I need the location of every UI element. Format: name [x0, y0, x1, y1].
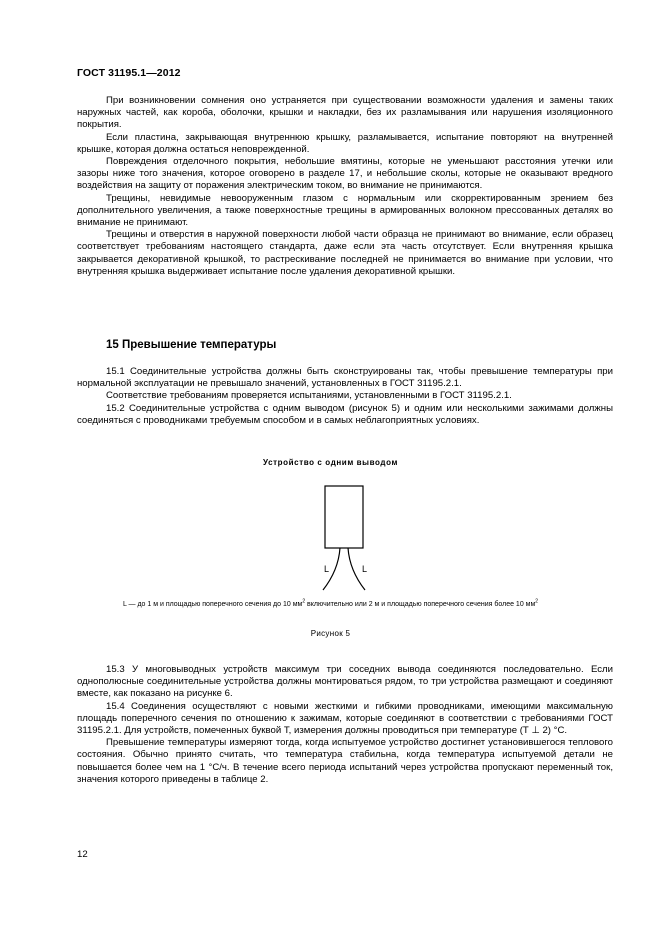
paragraph: 15.3 У многовыводных устройств максимум три соседних вывода соединяются последовательно. Если однополюсные соединительные устройства должны монтироваться рядом, то три устройства размещают и соединяют вместе, как показано на рисунке 6.: [77, 664, 613, 700]
paragraph: 15.1 Соединительные устройства должны быть сконструированы так, чтобы превышение температуры при нормальной эксплуатации не превышало значений, установленных в ГОСТ 31195.2.1.: [77, 366, 613, 390]
text-block-section-15: [77, 366, 613, 427]
paragraph: Трещины и отверстия в наружной поверхности любой части образца не принимают во внимание, если образец соответствует требованиям настоящего стандарта, даже если эта часть отсутствует. Если внутренняя крышка закрывается декоративной крышкой, то растрескивание последней не принимается во внимание при условии, что внутренняя крышка выдерживает испытание после удаления декоративной крышки.: [77, 229, 613, 277]
text-block-continued: [77, 664, 613, 786]
paragraph: Превышение температуры измеряют тогда, когда испытуемое устройство достигнет установившегося теплового состояния. Обычно принято считать, что температура стабильна, когда температура испытуемой детали не повышается более чем на 1 °С/ч. В течение всего периода испытаний через устройства пропускают переменный ток, значения которого приведены в таблице 2.: [77, 737, 613, 785]
text-block-intro: [77, 95, 613, 278]
label-l-left: L: [324, 564, 330, 574]
figure-caption: Рисунок 5: [310, 629, 351, 638]
figure-diagram: [300, 482, 390, 592]
paragraph: Если пластина, закрывающая внутреннюю крышку, разламывается, испытание повторяют на внутренней крышке, которая должна остаться неповрежденной.: [77, 131, 613, 155]
page-number: 12: [77, 849, 88, 860]
page-header: ГОСТ 31195.1—2012: [77, 67, 181, 79]
paragraph: 15.4 Соединения осуществляют с новыми жесткими и гибкими проводниками, имеющими максимальную площадь поперечного сечения по отношению к зажимам, которые соединяют в соответствии с требованиями ГОСТ 31195.2.1. Для устройств, помеченных буквой Т, измерения должны проводиться при температуре (Т ⊥ 2) °С.: [77, 700, 613, 737]
figure-title: Устройство с одним выводом: [263, 458, 398, 467]
paragraph: Соответствие требованиям проверяется испытаниями, установленными в ГОСТ 31195.2.1.: [106, 390, 512, 402]
device-body: [325, 486, 363, 548]
paragraph: Повреждения отделочного покрытия, небольшие вмятины, которые не уменьшают расстояния утечки или зазоры ниже того значения, которое оговорено в разделе 17, и небольшие сколы, которые не оказывают вредного воздействия на защиту от поражения электрическим током, во внимание не принимаются.: [77, 156, 613, 192]
section-heading: 15 Превышение температуры: [106, 339, 277, 351]
paragraph: Трещины, невидимые невооруженным глазом с нормальным или скорректированным зрением без дополнительного увеличения, а также поверхностные трещины в армированных волокном прессованных деталях во внимание не принимают.: [77, 192, 613, 229]
label-l-right: L: [362, 564, 368, 574]
figure-note: L — до 1 м и площадью поперечного сечения до 10 $мм^2$ включительно или 2 м и площадью поперечного сечения более 10 $мм^2$: [122, 598, 539, 608]
paragraph: 15.2 Соединительные устройства с одним выводом (рисунок 5) и одним или несколькими зажимами должны соединяться с проводниками требуемым способом и в самых неблагоприятных условиях.: [77, 402, 613, 426]
paragraph: При возникновении сомнения оно устраняется при существовании возможности удаления и замены таких наружных частей, как короба, оболочки, крышки и накладки, без их разламывания или нарушения изоляционного покрытия.: [77, 95, 613, 131]
